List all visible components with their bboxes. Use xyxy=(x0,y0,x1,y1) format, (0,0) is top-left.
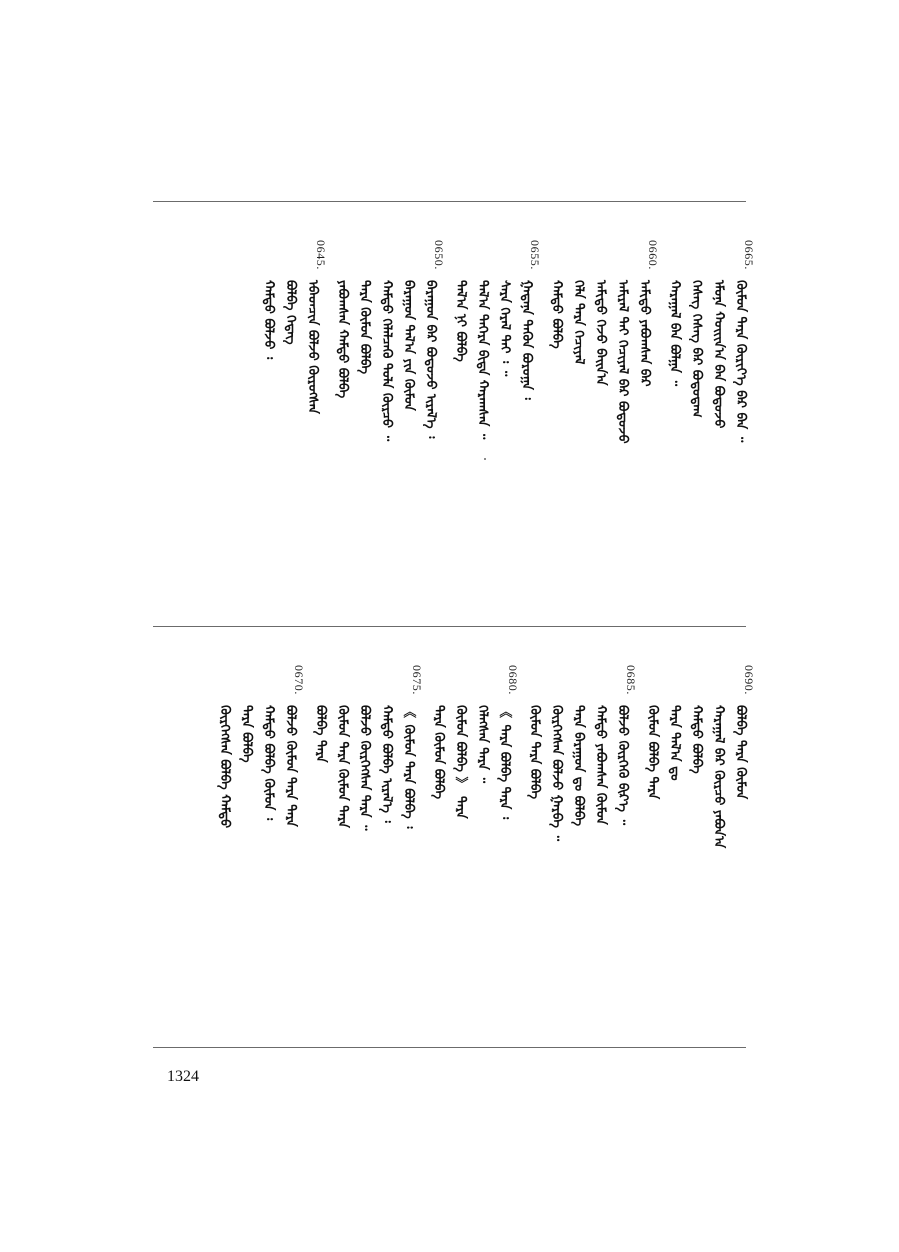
text-column: ᠬᠡᠰᠡᠭ ᠬᠡᠰᠡᠭ ᠪᠡᠷ ᠪᠣᠳᠣᠳᠠᠭ xyxy=(689,280,704,418)
text-column: ᠬᠠᠷᠠᠭᠠᠯ ᠪᠡᠨ ᠪᠣᠯᠭᠠ ᠃ xyxy=(667,280,682,387)
text-column: ᠪᠠᠷᠠᠭᠤᠨ ᠪᠡᠷ ᠪᠣᠳᠣᠵᠤ ᠢᠷᠡᠯ᠎ᠡ ᠄ xyxy=(423,280,438,439)
entry-number: 0655. xyxy=(528,240,542,270)
text-column: ᠰᠠᠷᠠ ᠭᠡᠷᠡᠯ ᠲᠡᠢ ᠄ ᠃ xyxy=(497,280,512,377)
text-column: ᠬᠠᠮᠲᠤ ᠬᠡᠯᠡᠯᠴᠡᠬᠦ ᠲᠤᠯᠠ ᠬᠦᠷᠴᠦ ᠃ xyxy=(379,280,394,442)
text-column: ᠲᠡᠷᠡ ᠬᠦᠮᠦᠨ ᠪᠣᠯᠪᠠ xyxy=(431,705,446,800)
text-column: ᠲᠡᠷᠡ ᠪᠣᠯᠪᠠ xyxy=(239,705,254,763)
text-column: ᠪᠣᠯᠵᠤ ᠬᠦᠷᠭᠡᠬᠦ ᠪᠢᠷ᠎ᠡ ᠃ xyxy=(615,705,630,826)
text-column: ᠲᠡᠷᠡ ᠲᠠᠯ᠎ᠠ ᠳᠤ xyxy=(667,705,682,781)
text-column: ᠬᠠᠮᠲᠤ ᠪᠣᠯᠪᠠ xyxy=(689,705,704,774)
text-column: ᠲᠡᠷᠡ ᠪᠠᠷᠠᠭᠤᠨ ᠳᠤ ᠪᠣᠯᠪᠠ xyxy=(571,705,586,827)
entry-number: 0680. xyxy=(506,665,520,695)
text-column: ᠠᠮᠢᠳᠤ ᠭᠡᠵᠦ ᠪᠠᠢᠨ᠎ᠠ xyxy=(593,280,608,386)
middle-rule xyxy=(153,626,746,627)
text-column: ᠪᠠᠷᠠᠭᠤᠨ ᠲᠠᠯ᠎ᠠ ᠶᠢᠨ ᠬᠦᠮᠦᠨ xyxy=(401,280,416,411)
entry-number: 0675. xyxy=(410,665,424,695)
text-column: ᠪᠣᠯᠪᠠ ᠲᠡᠷᠡ ᠬᠦᠮᠦᠨ xyxy=(733,705,748,800)
text-column: ᠬᠡᠯᠡᠭᠰᠡᠨ ᠲᠡᠷᠡ ᠃ xyxy=(475,705,490,784)
text-column: ᠪᠣᠯᠪᠠ ᠭᠡᠳᠡᠭ xyxy=(283,280,298,345)
text-column: ᠬᠠᠮᠲᠤ ᠪᠣᠯᠪᠠ ᠬᠦᠮᠦᠨ ᠄ xyxy=(261,705,276,821)
page-number: 1324 xyxy=(167,1068,199,1085)
entry-number: 0645. xyxy=(314,240,328,270)
text-column: ᠬᠡᠯᠡ ᠲᠡᠷᠡ ᠬᠡᠴᠢᠶᠡᠯ xyxy=(571,280,586,365)
text-column: ᠬᠦᠮᠦᠨ ᠲᠡᠷᠡ ᠬᠦᠮᠦᠨ ᠲᠡᠷᠡ xyxy=(335,705,350,828)
text-column: ᠭᠠᠳᠠᠨᠠ ᠲᠡᠭᠦᠨ ᠪᠣᠷᠣᠭᠠ ᠄ xyxy=(519,280,534,400)
text-column: ᠪᠣᠯᠵᠤ ᠬᠦᠮᠦᠨ ᠲᠡᠷᠡ ᠲᠡᠷᠡ xyxy=(283,705,298,827)
top-rule xyxy=(153,201,746,202)
text-column: ᠡᠮᠦᠨᠡ ᠬᠣᠢᠢᠨ᠎ᠠ ᠪᠠᠨ ᠪᠣᠳᠣᠵᠤ xyxy=(711,280,726,429)
text-column: ᠬᠠᠮᠲᠤ ᠶᠠᠪᠤᠭᠰᠠᠨ ᠬᠦᠮᠦᠨ xyxy=(593,705,608,825)
entry-number: 0690. xyxy=(742,665,756,695)
text-column: 《 ᠲᠡᠷᠡ ᠪᠣᠯᠪᠠ ᠲᠡᠷᠡ ᠄ xyxy=(497,705,512,820)
entry-number: 0685. xyxy=(624,665,638,695)
text-column: ᠪᠣᠯᠪᠠ ᠲᠡᠷᠡ xyxy=(313,705,328,763)
text-column: ᠬᠠᠮᠲᠤ ᠪᠣᠯᠪᠠ xyxy=(549,280,564,349)
text-column: 《 ᠬᠦᠮᠦᠨ ᠲᠡᠷᠡ ᠪᠣᠯᠪᠠ ᠄ xyxy=(401,705,416,829)
entry-number: 0660. xyxy=(646,240,660,270)
entry-number: 0650. xyxy=(432,240,446,270)
print-speck xyxy=(484,458,486,460)
text-column: ᠬᠦᠮᠦᠨ ᠲᠡᠷᠡ ᠬᠦᠷᠢᠶ᠎ᠡ ᠪᠡᠷ ᠪᠠᠨ ᠃ xyxy=(733,280,748,443)
text-column: ᠬᠠᠮᠲᠤ ᠪᠣᠯᠵᠤ ᠄ xyxy=(261,280,276,360)
text-column: ᠲᠡᠷᠡ ᠬᠦᠮᠦᠨ ᠪᠣᠯᠪᠠ xyxy=(357,280,372,375)
text-column: ᠬᠦᠮᠦᠨ ᠪᠣᠯᠪᠠ 》 ᠲᠡᠷᠡ xyxy=(453,705,468,819)
text-column: ᠬᠦᠮᠦᠨ ᠲᠡᠷᠡ ᠪᠣᠯᠪᠠ xyxy=(527,705,542,800)
text-column: ᠬᠠᠷᠠᠭᠠᠯ ᠪᠡᠷ ᠬᠦᠷᠴᠦ ᠶᠠᠪᠤᠨ᠎ᠠ xyxy=(711,705,726,849)
entry-number: 0670. xyxy=(292,665,306,695)
text-column: ᠪᠣᠯᠵᠤ ᠬᠦᠷᠭᠡᠭᠰᠡᠨ ᠲᠡᠷᠡ ᠃ xyxy=(357,705,372,831)
text-column: ᠡᠪᠡᠳᠴᠢᠨ ᠪᠣᠯᠵᠤ ᠬᠦᠷᠦᠭᠰᠡᠨ xyxy=(305,280,320,414)
text-column: ᠬᠦᠷᠭᠡᠭᠰᠡᠨ ᠪᠣᠯᠵᠤ ᠭᠠᠷᠪᠠ ᠃ xyxy=(549,705,564,842)
entry-number: 0665. xyxy=(742,240,756,270)
text-column: ᠲᠠᠯ᠎ᠠ ᠳᠡᠭᠡᠷᠡ ᠪᠢᠳᠡ ᠬᠠᠷᠠᠭᠰᠠᠨ ᠃ xyxy=(475,280,490,440)
text-column: ᠬᠠᠮᠲᠤ ᠪᠣᠯᠪᠠ ᠢᠷᠡᠯ᠎ᠡ ᠄ xyxy=(379,705,394,823)
text-column: ᠬᠦᠷᠭᠡᠭᠰᠡᠨ ᠪᠣᠯᠪᠠ ᠬᠠᠮᠲᠤ xyxy=(217,705,232,829)
bottom-rule xyxy=(153,1047,746,1048)
text-column: ᠠᠮᠢᠷᠠᠯ ᠲᠠᠢ ᠬᠡᠴᠢᠶᠡᠯ ᠪᠡᠷ ᠪᠣᠳᠣᠵᠤ xyxy=(615,280,630,444)
text-column: ᠠᠮᠢᠳᠤ ᠶᠠᠪᠤᠭᠰᠠᠨ ᠪᠡᠷ xyxy=(637,280,652,387)
text-column: ᠲᠠᠯ᠎ᠠ ᠨᠢ ᠪᠣᠯᠪᠠ xyxy=(453,280,468,362)
text-column: ᠶᠠᠪᠤᠭᠰᠠᠨ ᠬᠠᠮᠲᠤ ᠪᠣᠯᠪᠠ xyxy=(335,280,350,399)
text-column: ᠬᠦᠮᠦᠨ ᠪᠣᠯᠪᠠ ᠲᠡᠷᠡ xyxy=(645,705,660,800)
